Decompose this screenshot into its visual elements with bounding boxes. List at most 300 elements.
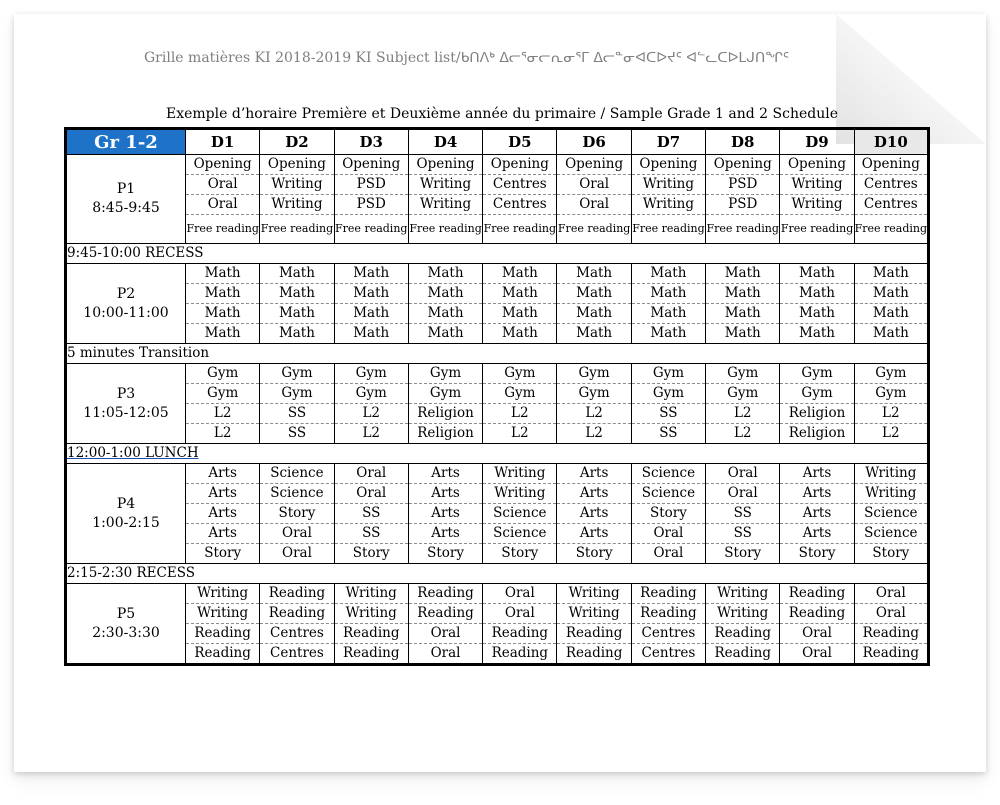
break-row — [66, 344, 929, 364]
document-title: Grille matières KI 2018-2019 KI Subject list/ᑲᑎᐱᒃ ᐃᓕᕐᓂᓕᕆᓂᕐᒥ ᐃᓕᓐᓂᐊᑕᐅᔪᑦ ᐊᓪᓚᑕᐅᒪᒍᑎᖏᑦ — [144, 50, 789, 66]
schedule-cell — [483, 155, 557, 244]
subject-slot: Oral — [855, 584, 927, 604]
subject-slot: Arts — [557, 524, 630, 544]
subject-slot: Math — [335, 264, 408, 284]
subject-slot: Arts — [186, 504, 259, 524]
subject-slot: Math — [409, 264, 482, 284]
period-label — [66, 464, 186, 564]
subject-slot: Reading — [342, 645, 400, 661]
period-row-p2 — [66, 264, 929, 344]
break-text: 12:00-1:00 LUNCH — [67, 445, 199, 461]
schedule-cell — [631, 364, 705, 444]
subject-slot: Reading — [780, 584, 853, 604]
subject-slot: SS — [335, 524, 408, 544]
subject-slot: Math — [186, 264, 259, 284]
subject-slot: Oral — [186, 175, 259, 195]
subject-slot: Oral — [483, 604, 556, 624]
subject-slot: Gym — [483, 364, 556, 384]
subject-slot: Writing — [483, 464, 556, 484]
subject-slot: Arts — [780, 464, 853, 484]
schedule-cell — [854, 155, 928, 244]
subject-slot: Religion — [409, 404, 482, 424]
period-name: P2 — [116, 285, 136, 302]
break-text: 2:15-2:30 RECESS — [67, 565, 195, 581]
subject-slot: Story — [352, 545, 390, 561]
subject-slot: Writing — [335, 604, 408, 624]
schedule-cell — [408, 264, 482, 344]
subject-slot: Math — [632, 284, 705, 304]
subject-slot: Math — [278, 325, 315, 341]
schedule-cell — [557, 364, 631, 444]
subject-slot: Math — [872, 325, 909, 341]
subject-slot: L2 — [213, 425, 232, 441]
subject-slot: Opening — [855, 155, 927, 175]
subject-slot: Arts — [780, 504, 853, 524]
subject-slot: Reading — [260, 604, 333, 624]
subject-slot: Gym — [186, 364, 259, 384]
schedule-cell — [334, 364, 408, 444]
subject-slot: L2 — [335, 404, 408, 424]
period-time: 10:00-11:00 — [83, 304, 169, 321]
period-name: P3 — [116, 385, 136, 402]
subject-slot: Writing — [855, 464, 927, 484]
subject-slot: Reading — [483, 624, 556, 644]
subject-slot: Arts — [409, 464, 482, 484]
subject-slot: Math — [335, 284, 408, 304]
subject-slot: Writing — [632, 175, 705, 195]
period-time: 11:05-12:05 — [83, 404, 169, 421]
subject-slot: Math — [501, 325, 538, 341]
subject-slot: Math — [186, 304, 259, 324]
subject-slot: Writing — [632, 195, 705, 215]
subject-slot: Reading — [632, 604, 705, 624]
subject-slot: L2 — [557, 404, 630, 424]
subject-slot: Writing — [186, 584, 259, 604]
subject-slot: Writing — [706, 584, 779, 604]
subject-slot: L2 — [186, 404, 259, 424]
subject-slot: Reading — [194, 645, 251, 661]
subject-slot: Oral — [335, 464, 408, 484]
subject-slot: Centres — [483, 195, 556, 215]
schedule-cell — [408, 364, 482, 444]
subject-slot: Reading — [706, 624, 779, 644]
schedule-cell — [780, 464, 854, 564]
schedule-cell — [631, 584, 705, 665]
subject-slot: Story — [632, 504, 705, 524]
schedule-cell — [186, 464, 260, 564]
period-label — [66, 155, 186, 244]
schedule-cell — [854, 584, 928, 665]
schedule-cell — [408, 464, 482, 564]
subject-slot: Arts — [780, 484, 853, 504]
subject-slot: Oral — [282, 545, 312, 561]
subject-slot: Oral — [706, 484, 779, 504]
period-label — [66, 264, 186, 344]
subject-slot: Math — [557, 284, 630, 304]
subject-slot: Math — [780, 264, 853, 284]
subject-slot: Reading — [714, 645, 771, 661]
period-label — [66, 584, 186, 665]
subject-slot: Science — [855, 524, 927, 544]
subject-slot: Opening — [260, 155, 333, 175]
schedule-cell — [706, 584, 780, 665]
subject-slot: Arts — [409, 484, 482, 504]
period-time: 8:45-9:45 — [92, 200, 160, 216]
schedule-cell — [631, 464, 705, 564]
subject-slot: Story — [724, 545, 762, 561]
day-header: D8 — [706, 129, 780, 155]
subject-slot: Religion — [417, 425, 474, 441]
subject-slot: Gym — [855, 364, 927, 384]
period-row-p5 — [66, 584, 929, 665]
subject-slot: Math — [706, 284, 779, 304]
subject-slot: Reading — [565, 645, 623, 661]
subject-slot: Gym — [557, 384, 630, 404]
schedule-cell — [780, 584, 854, 665]
subject-slot: Math — [260, 264, 333, 284]
schedule-cell — [483, 264, 557, 344]
subject-slot: Story — [575, 545, 613, 561]
subject-slot: Math — [632, 264, 705, 284]
subject-slot: Centres — [641, 645, 696, 661]
subject-slot: Arts — [186, 524, 259, 544]
subject-slot: Math — [706, 304, 779, 324]
period-name: P1 — [116, 181, 136, 197]
subject-slot: Science — [483, 524, 556, 544]
schedule-cell — [780, 264, 854, 344]
subject-slot: Religion — [788, 425, 846, 441]
subject-slot: SS — [335, 504, 408, 524]
subject-slot: Gym — [706, 364, 779, 384]
schedule-cell — [557, 584, 631, 665]
subject-slot: Math — [855, 304, 927, 324]
subject-slot: Free reading — [557, 222, 631, 235]
schedule-cell — [260, 364, 334, 444]
subject-slot: Writing — [260, 175, 333, 195]
break-label — [66, 244, 929, 264]
subject-slot: Centres — [483, 175, 556, 195]
day-header-row — [66, 129, 929, 155]
subject-slot: Story — [204, 545, 242, 561]
subject-slot: Writing — [780, 195, 853, 215]
break-text: 9:45-10:00 RECESS — [67, 245, 204, 261]
period-time: 2:30-3:30 — [92, 624, 160, 641]
subject-slot: Free reading — [854, 222, 927, 235]
subject-slot: L2 — [483, 404, 556, 424]
subject-slot: Arts — [186, 464, 259, 484]
day-header: D10 — [854, 129, 928, 155]
period-time: 1:00-2:15 — [92, 514, 160, 531]
subject-slot: Free reading — [632, 222, 705, 235]
schedule-cell — [334, 155, 408, 244]
schedule-cell — [483, 464, 557, 564]
subject-slot: Opening — [780, 155, 853, 175]
subject-slot: Religion — [780, 404, 853, 424]
subject-slot: Writing — [557, 604, 630, 624]
schedule-cell — [260, 464, 334, 564]
schedule-cell — [706, 155, 780, 244]
subject-slot: Free reading — [483, 222, 557, 235]
subject-slot: Math — [557, 264, 630, 284]
day-header: D1 — [186, 129, 260, 155]
subject-slot: Writing — [483, 484, 556, 504]
break-label — [66, 444, 929, 464]
subject-slot: Gym — [706, 384, 779, 404]
schedule-cell — [334, 464, 408, 564]
subject-slot: Opening — [632, 155, 705, 175]
subject-slot: Reading — [335, 624, 408, 644]
schedule-cell — [706, 464, 780, 564]
schedule-cell — [260, 264, 334, 344]
subject-slot: Gym — [260, 384, 333, 404]
break-label — [66, 344, 929, 364]
subject-slot: Free reading — [260, 222, 334, 235]
subject-slot: Science — [855, 504, 927, 524]
subject-slot: Opening — [409, 155, 482, 175]
subject-slot: Arts — [409, 504, 482, 524]
subject-slot: Math — [353, 325, 390, 341]
subject-slot: Story — [798, 545, 836, 561]
break-row — [66, 564, 929, 584]
subject-slot: Math — [724, 325, 761, 341]
subject-slot: Reading — [409, 584, 482, 604]
document-page — [14, 14, 986, 772]
subject-slot: Oral — [186, 195, 259, 215]
subject-slot: Centres — [855, 195, 927, 215]
subject-slot: Centres — [632, 624, 705, 644]
subject-slot: Oral — [557, 195, 630, 215]
subject-slot: Oral — [430, 645, 461, 661]
day-header: D4 — [408, 129, 482, 155]
break-text: 5 minutes Transition — [67, 345, 210, 361]
subject-slot: Reading — [862, 645, 920, 661]
schedule-cell — [557, 464, 631, 564]
period-row-p4 — [66, 464, 929, 564]
subject-slot: Arts — [557, 464, 630, 484]
subject-slot: Reading — [557, 624, 630, 644]
subject-slot: Opening — [706, 155, 779, 175]
subject-slot: Math — [204, 325, 241, 341]
subject-slot: Gym — [483, 384, 556, 404]
schedule-cell — [408, 584, 482, 665]
subject-slot: Gym — [409, 364, 482, 384]
subject-slot: Gym — [557, 364, 630, 384]
subject-slot: SS — [706, 504, 779, 524]
schedule-cell — [557, 155, 631, 244]
schedule-cell — [334, 584, 408, 665]
schedule-cell — [780, 155, 854, 244]
subject-slot: L2 — [855, 404, 927, 424]
period-name: P5 — [116, 605, 136, 622]
subject-slot: Arts — [186, 484, 259, 504]
schedule-cell — [706, 264, 780, 344]
subject-slot: Centres — [260, 624, 333, 644]
period-label — [66, 364, 186, 444]
subject-slot: Arts — [780, 524, 853, 544]
break-row — [66, 244, 929, 264]
subject-slot: Writing — [260, 195, 333, 215]
subject-slot: Gym — [780, 364, 853, 384]
subject-slot: Reading — [632, 584, 705, 604]
subject-slot: Oral — [335, 484, 408, 504]
subject-slot: SS — [706, 524, 779, 544]
document-subtitle: Exemple d’horaire Première et Deuxième année du primaire / Sample Grade 1 and 2 Schedule — [166, 106, 838, 122]
subject-slot: Math — [632, 304, 705, 324]
schedule-cell — [186, 584, 260, 665]
period-name: P4 — [116, 495, 136, 512]
subject-slot: Math — [799, 325, 836, 341]
subject-slot: PSD — [706, 175, 779, 195]
schedule-cell — [186, 264, 260, 344]
schedule-cell — [483, 364, 557, 444]
subject-slot: Math — [483, 304, 556, 324]
schedule-cell — [334, 264, 408, 344]
subject-slot: Story — [501, 545, 539, 561]
subject-slot: SS — [659, 425, 678, 441]
subject-slot: Opening — [186, 155, 259, 175]
subject-slot: Oral — [855, 604, 927, 624]
subject-slot: Arts — [557, 504, 630, 524]
subject-slot: Reading — [260, 584, 333, 604]
subject-slot: Reading — [186, 624, 259, 644]
subject-slot: Oral — [260, 524, 333, 544]
subject-slot: SS — [260, 404, 333, 424]
subject-slot: Free reading — [780, 222, 854, 235]
subject-slot: Reading — [409, 604, 482, 624]
subject-slot: Writing — [706, 604, 779, 624]
schedule-cell — [186, 364, 260, 444]
subject-slot: Math — [780, 284, 853, 304]
schedule-cell — [260, 155, 334, 244]
subject-slot: Gym — [335, 384, 408, 404]
subject-slot: Math — [335, 304, 408, 324]
subject-slot: Gym — [855, 384, 927, 404]
subject-slot: Opening — [557, 155, 630, 175]
subject-slot: L2 — [511, 425, 529, 441]
break-label — [66, 564, 929, 584]
subject-slot: Oral — [557, 175, 630, 195]
subject-slot: Reading — [780, 604, 853, 624]
period-row-p1 — [66, 155, 929, 244]
schedule-cell — [631, 155, 705, 244]
subject-slot: Math — [576, 325, 613, 341]
subject-slot: Gym — [186, 384, 259, 404]
subject-slot: Free reading — [335, 222, 408, 235]
subject-slot: Story — [872, 545, 910, 561]
subject-slot: Writing — [335, 584, 408, 604]
subject-slot: Gym — [632, 384, 705, 404]
subject-slot: Writing — [557, 584, 630, 604]
subject-slot: Oral — [706, 464, 779, 484]
subject-slot: Reading — [855, 624, 927, 644]
subject-slot: Science — [632, 464, 705, 484]
subject-slot: L2 — [362, 425, 381, 441]
grade-label: Gr 1-2 — [66, 129, 186, 155]
subject-slot: Oral — [483, 584, 556, 604]
subject-slot: Math — [706, 264, 779, 284]
schedule-cell — [706, 364, 780, 444]
schedule-cell — [854, 364, 928, 444]
subject-slot: Science — [260, 464, 333, 484]
subject-slot: Science — [632, 484, 705, 504]
subject-slot: Oral — [780, 624, 853, 644]
subject-slot: Math — [186, 284, 259, 304]
subject-slot: PSD — [335, 195, 408, 215]
schedule-cell — [854, 464, 928, 564]
subject-slot: Opening — [335, 155, 408, 175]
subject-slot: L2 — [706, 404, 779, 424]
day-header: D7 — [631, 129, 705, 155]
subject-slot: Gym — [632, 364, 705, 384]
subject-slot: Centres — [855, 175, 927, 195]
subject-slot: Math — [650, 325, 687, 341]
subject-slot: Gym — [780, 384, 853, 404]
subject-slot: Math — [557, 304, 630, 324]
schedule-cell — [483, 584, 557, 665]
subject-slot: Oral — [653, 545, 684, 561]
subject-slot: Math — [483, 284, 556, 304]
subject-slot: Math — [409, 304, 482, 324]
subject-slot: Free reading — [186, 222, 259, 235]
subject-slot: Science — [483, 504, 556, 524]
subject-slot: Math — [260, 304, 333, 324]
day-header: D5 — [483, 129, 557, 155]
schedule-cell — [260, 584, 334, 665]
subject-slot: Free reading — [409, 222, 482, 235]
subject-slot: Writing — [855, 484, 927, 504]
subject-slot: L2 — [733, 425, 752, 441]
subject-slot: L2 — [585, 425, 603, 441]
subject-slot: Opening — [483, 155, 556, 175]
subject-slot: Oral — [632, 524, 705, 544]
day-header: D6 — [557, 129, 631, 155]
schedule-table — [64, 127, 930, 666]
subject-slot: L2 — [882, 425, 900, 441]
subject-slot: Math — [780, 304, 853, 324]
period-row-p3 — [66, 364, 929, 444]
day-header: D2 — [260, 129, 334, 155]
subject-slot: Arts — [557, 484, 630, 504]
subject-slot: Oral — [802, 645, 832, 661]
subject-slot: Gym — [260, 364, 333, 384]
schedule-cell — [557, 264, 631, 344]
subject-slot: Math — [855, 264, 927, 284]
subject-slot: Gym — [409, 384, 482, 404]
subject-slot: Math — [855, 284, 927, 304]
subject-slot: Writing — [409, 195, 482, 215]
subject-slot: Writing — [780, 175, 853, 195]
schedule-cell — [854, 264, 928, 344]
subject-slot: SS — [632, 404, 705, 424]
day-header: D3 — [334, 129, 408, 155]
subject-slot: Math — [427, 325, 464, 341]
break-row — [66, 444, 929, 464]
subject-slot: Math — [483, 264, 556, 284]
subject-slot: Writing — [186, 604, 259, 624]
schedule-cell — [631, 264, 705, 344]
schedule-cell — [780, 364, 854, 444]
subject-slot: PSD — [335, 175, 408, 195]
subject-slot: Centres — [270, 645, 324, 661]
subject-slot: SS — [287, 425, 307, 441]
subject-slot: Story — [427, 545, 464, 561]
subject-slot: Oral — [409, 624, 482, 644]
day-header: D9 — [780, 129, 854, 155]
subject-slot: Free reading — [706, 222, 779, 235]
subject-slot: Science — [260, 484, 333, 504]
schedule-cell — [408, 155, 482, 244]
subject-slot: Writing — [409, 175, 482, 195]
